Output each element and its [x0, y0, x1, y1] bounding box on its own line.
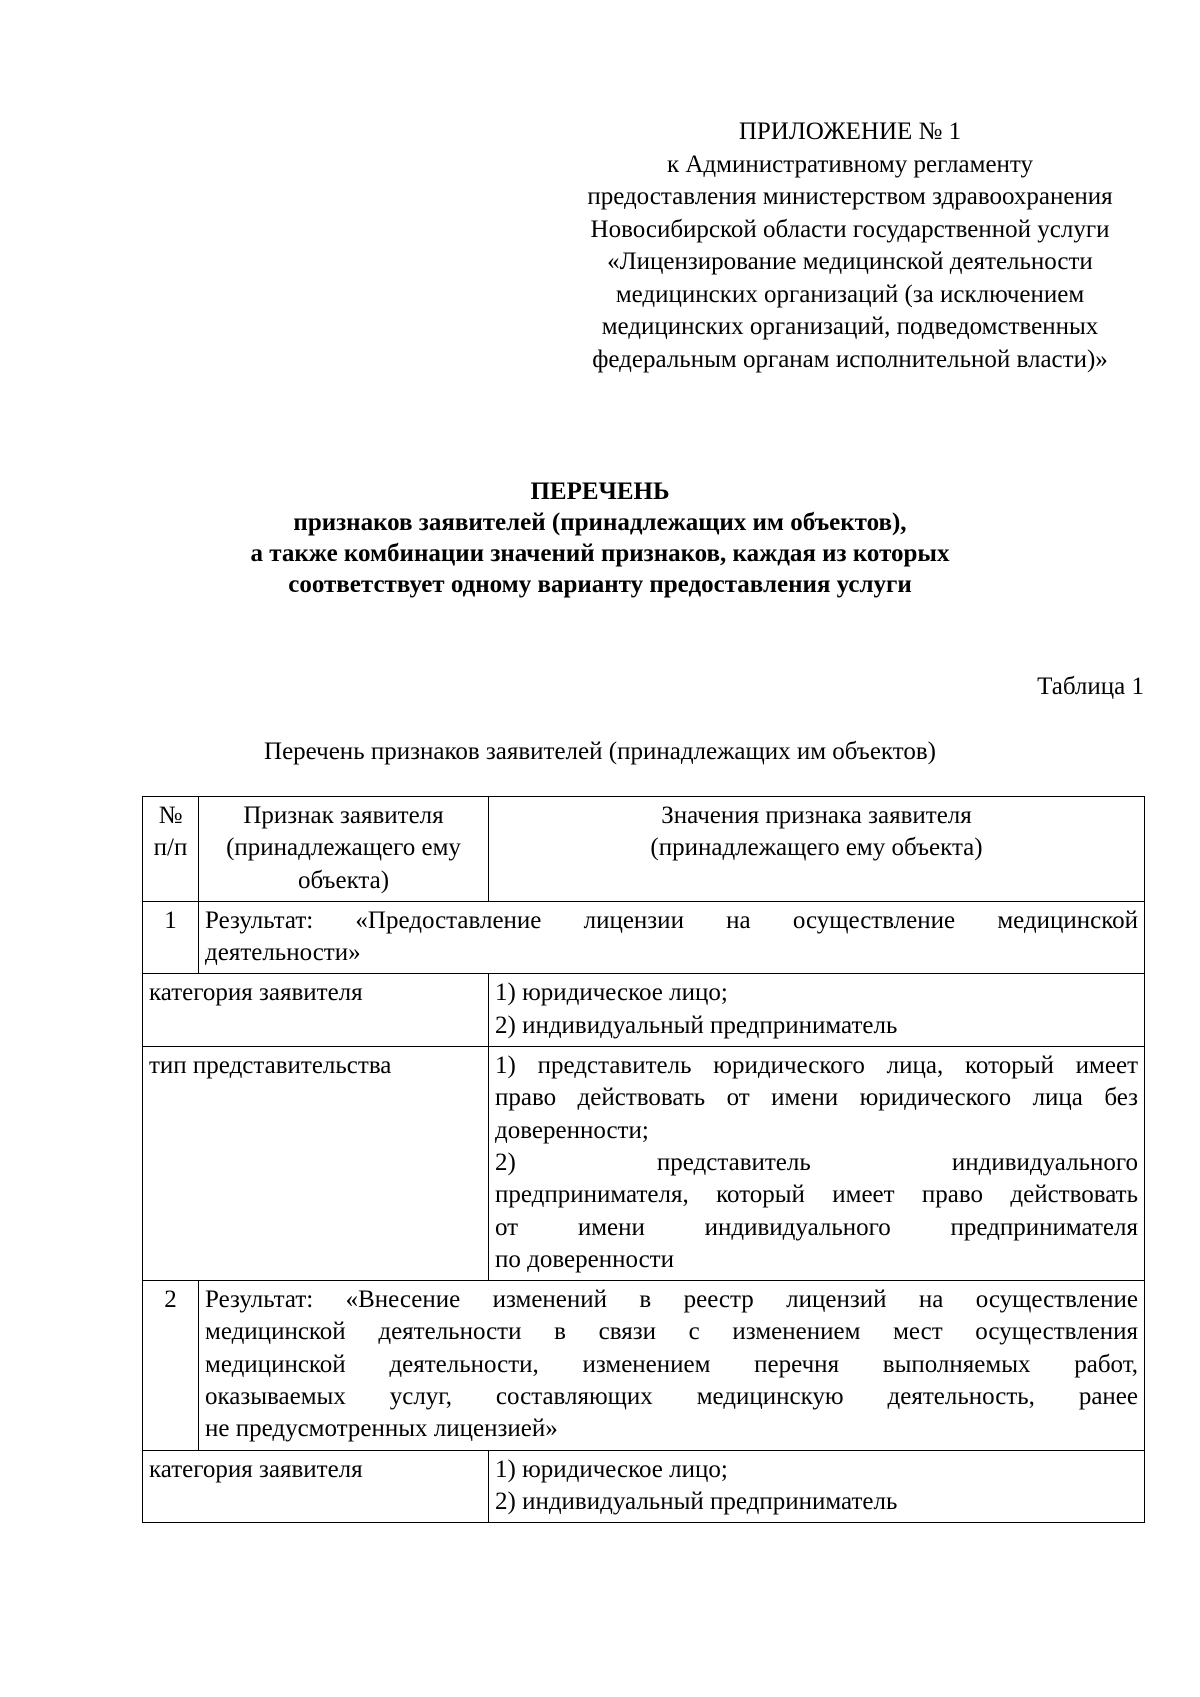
table-caption: Перечень признаков заявителей (принадлежащих им объектов): [264, 738, 936, 765]
value-line: от имени индивидуального предпринимателя: [495, 1213, 1138, 1241]
table-row: [143, 1047, 1145, 1281]
header-values-line: Значения признака заявителя: [661, 802, 972, 829]
appendix-line: федеральным органам исполнительной власти)»: [592, 345, 1108, 373]
value-line: 1) юридическое лицо;: [495, 1455, 728, 1483]
title-line: признаков заявителей (принадлежащих им объектов),: [293, 509, 907, 536]
title-line: а также комбинации значений признаков, каждая из которых: [250, 540, 950, 567]
value-line: 2) индивидуальный предприниматель: [495, 1487, 898, 1515]
result-line: оказываемых услуг, составляющих медицинскую деятельность, ранее: [205, 1383, 1138, 1411]
section-number: 2: [143, 1281, 199, 1450]
appendix-line: «Лицензирование медицинской деятельности: [607, 248, 1093, 275]
result-line: Результат: «Внесение изменений в реестр лицензий на осуществление: [205, 1286, 1138, 1314]
appendix-line: медицинских организаций, подведомственных: [601, 313, 1099, 340]
header-number-line: №: [158, 802, 183, 829]
header-feature: [199, 797, 489, 902]
header-feature-line: Признак заявителя: [243, 802, 444, 829]
header-values-line: (принадлежащего ему объекта): [650, 834, 983, 862]
table-row: [143, 1450, 1145, 1523]
value-line: 1) представитель юридического лица, который имеет: [495, 1052, 1138, 1080]
value-line: 1) юридическое лицо;: [495, 979, 728, 1007]
header-number-line: п/п: [153, 834, 188, 862]
result-line: медицинской деятельности в связи с изменением мест осуществления: [205, 1318, 1138, 1346]
value-line: право действовать от имени юридического лица без: [495, 1084, 1138, 1112]
values-cell: [489, 1047, 1145, 1281]
header-feature-line: объекта): [297, 866, 390, 894]
document-title: [0, 476, 1200, 600]
section-result: [199, 1281, 1145, 1450]
table-header-row: [143, 797, 1145, 902]
value-line: предпринимателя, который имеет право действовать: [495, 1181, 1138, 1209]
title-line: соответствует одному варианту предоставления услуги: [288, 571, 912, 598]
values-cell: [489, 1450, 1145, 1523]
section-result-row: [143, 901, 1145, 974]
table-row: [143, 974, 1145, 1047]
features-table: [142, 796, 1145, 1523]
appendix-line: к Административному регламенту: [666, 150, 1034, 178]
result-line: медицинской деятельности, изменением перечня выполняемых работ,: [205, 1350, 1138, 1378]
appendix-title: ПРИЛОЖЕНИЕ № 1: [738, 118, 962, 145]
section-result: [199, 901, 1145, 974]
table-number-label: Таблица 1: [1037, 673, 1144, 700]
header-feature-line: (принадлежащего ему: [226, 834, 461, 862]
feature-cell: тип представительства: [143, 1047, 489, 1281]
header-number: [143, 797, 199, 902]
appendix-line: медицинских организаций (за исключением: [615, 280, 1085, 308]
section-number: 1: [143, 901, 199, 974]
values-cell: [489, 974, 1145, 1047]
appendix-line: предоставления министерством здравоохранения: [587, 183, 1113, 210]
result-line: деятельности»: [205, 939, 361, 967]
result-line: Результат: «Предоставление лицензии на осуществление медицинской: [205, 906, 1138, 934]
title-heading: ПЕРЕЧЕНЬ: [530, 478, 670, 505]
value-line: 2) индивидуальный предприниматель: [495, 1011, 898, 1039]
result-line: не предусмотренных лицензией»: [205, 1415, 558, 1443]
value-line: доверенности;: [495, 1116, 649, 1144]
appendix-header: [540, 116, 1160, 376]
header-values: [489, 797, 1145, 902]
value-line: по доверенности: [495, 1245, 674, 1273]
appendix-line: Новосибирской области государственной услуги: [590, 215, 1110, 243]
feature-cell: категория заявителя: [143, 1450, 489, 1523]
feature-cell: категория заявителя: [143, 974, 489, 1047]
section-result-row: [143, 1281, 1145, 1450]
value-line: 2) представитель индивидуального: [495, 1148, 1138, 1176]
